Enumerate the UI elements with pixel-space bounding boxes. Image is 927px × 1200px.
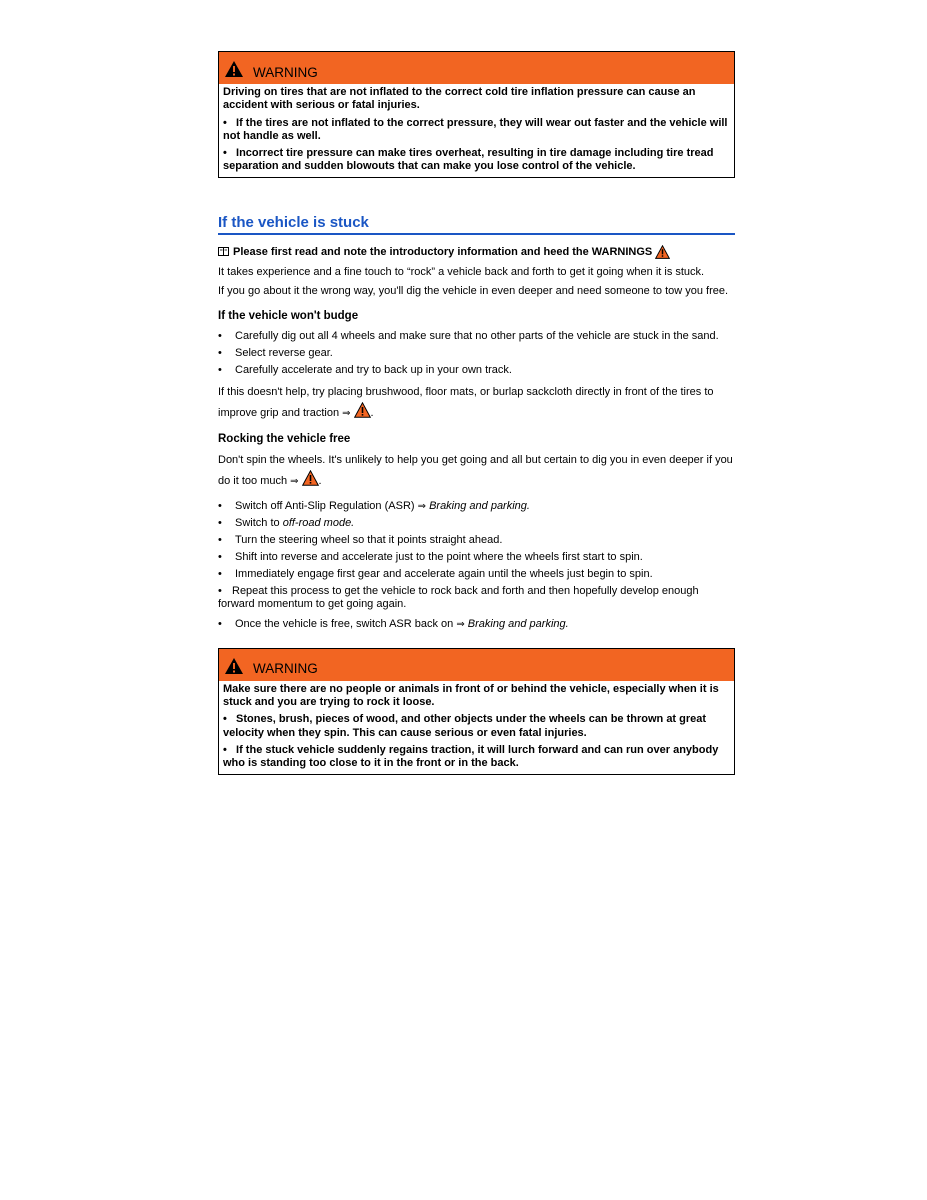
list-item: • Once the vehicle is free, switch ASR back on ⇒ Braking and parking. (218, 617, 569, 630)
warning-item: • If the tires are not inflated to the correct pressure, they will wear out faster and the vehicle will not handle as well. (223, 116, 728, 142)
list-item: • Select reverse gear. (218, 346, 333, 359)
warning-lead: Make sure there are no people or animals in front of or behind the vehicle, especially when it is stuck and you are trying to rock it loose. (223, 682, 719, 709)
list-item: • Switch to off-road mode. (218, 516, 355, 529)
warning-body (219, 681, 734, 774)
cross-ref-arrow-icon: ⇒ (417, 500, 426, 512)
cross-ref-arrow-icon: ⇒ (290, 475, 299, 487)
book-icon (218, 247, 229, 256)
warning-triangle-icon[interactable] (354, 402, 371, 418)
list-item: • Immediately engage first gear and accelerate again until the wheels just begin to spin. (218, 567, 653, 580)
list-item: • Shift into reverse and accelerate just to the point where the wheels first start to spin. (218, 550, 643, 563)
cross-ref-link[interactable]: Braking and parking. (467, 617, 569, 630)
paragraph: It takes experience and a fine touch to “rock” a vehicle back and forth to get it going when it is stuck. (218, 265, 705, 278)
paragraph: Don't spin the wheels. It's unlikely to help you get going and all but certain to dig you in even deeper if you do it too much ⇒ . (218, 453, 733, 487)
cross-ref-arrow-icon: ⇒ (456, 618, 465, 630)
paragraph: If you go about it the wrong way, you'll dig the vehicle in even deeper and need someone to tow you free. (218, 284, 729, 297)
warning-item: • If the stuck vehicle suddenly regains traction, it will lurch forward and can run over anybody who is standing too close to it in the front or in the back. (223, 743, 719, 770)
warning-header (219, 649, 734, 681)
warning-item: • Stones, brush, pieces of wood, and other objects under the wheels can be thrown at great velocity when they spin. This can cause serious or even fatal injuries. (223, 713, 707, 739)
cross-ref-arrow-icon: ⇒ (342, 407, 351, 419)
list-item: • Repeat this process to get the vehicle to rock back and forth and then hopefully develop enough forward momentum to get going again. (218, 584, 699, 610)
subheading-rocking: Rocking the vehicle free (218, 432, 351, 445)
warning-body (219, 84, 734, 177)
warning-item: • Incorrect tire pressure can make tires overheat, resulting in tire damage including tire tread separation and sudden blowouts that can make you lose control of the vehicle. (223, 147, 714, 173)
list-item: • Switch off Anti-Slip Regulation (ASR) ⇒ Braking and parking. (218, 499, 530, 512)
warning-triangle-icon[interactable] (655, 245, 670, 259)
warning-header (219, 52, 734, 84)
warning-title: WARNING (253, 64, 318, 80)
subheading-wont-budge: If the vehicle won't budge (218, 309, 359, 322)
warning-triangle-icon (224, 657, 244, 675)
list-item: • Carefully dig out all 4 wheels and make sure that no other parts of the vehicle are stuck in the sand. (218, 329, 719, 342)
warning-box-tire-pressure (218, 51, 735, 178)
intro-note (218, 245, 735, 259)
paragraph: If this doesn't help, try placing brushwood, floor mats, or burlap sackcloth directly in front of the tires to improve grip and traction ⇒ . (218, 385, 714, 419)
warning-triangle-icon (224, 60, 244, 78)
cross-ref-link[interactable]: Braking and parking. (429, 499, 530, 512)
warning-lead: Driving on tires that are not inflated to the correct cold tire inflation pressure can cause an accident with serious or fatal injuries. (223, 86, 696, 112)
warning-box-rocking (218, 648, 735, 775)
intro-text: Please first read and note the introductory information and heed the WARNINGS (233, 245, 653, 258)
manual-page (218, 51, 735, 775)
section-title: If the vehicle is stuck (218, 214, 735, 235)
warning-triangle-icon[interactable] (302, 470, 319, 486)
list-item: • Turn the steering wheel so that it points straight ahead. (218, 533, 503, 546)
list-item: • Carefully accelerate and try to back up in your own track. (218, 363, 512, 376)
warning-title: WARNING (253, 661, 318, 677)
